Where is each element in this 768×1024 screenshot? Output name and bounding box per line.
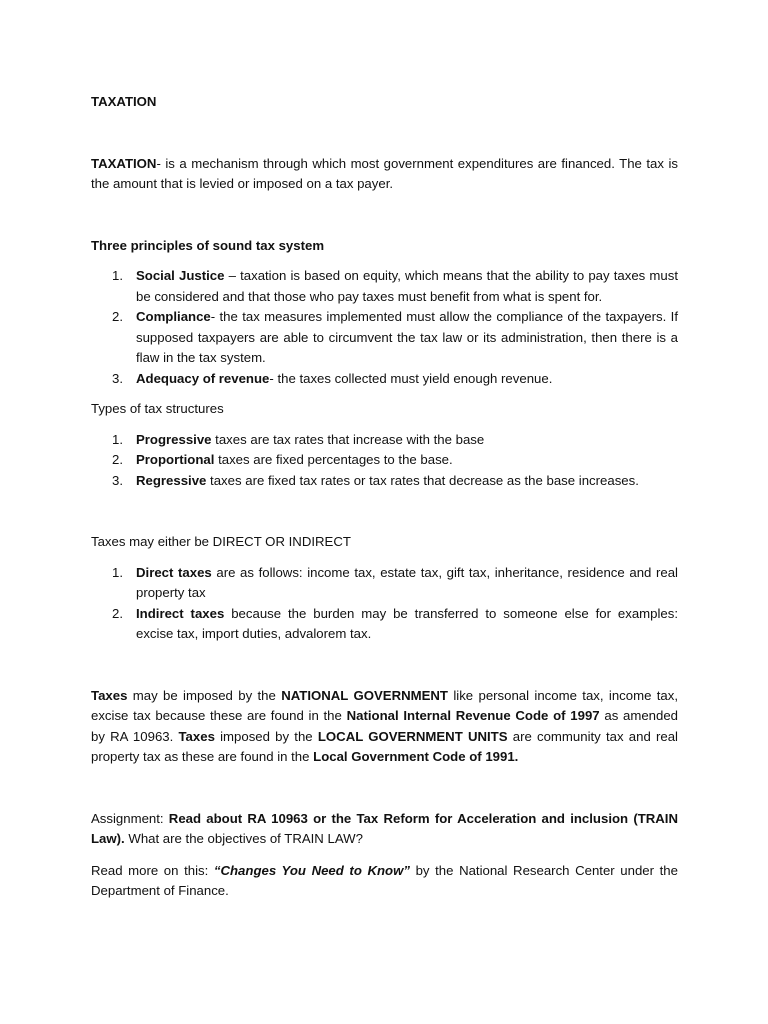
principle-text: – taxation is based on equity, which means that the ability to pay taxes must be considered and that those who pay taxes must benefit from what is spent for. xyxy=(136,268,678,304)
imposition-text: like personal income tax, income tax, excise tax because these are found in the xyxy=(91,687,679,723)
read-more-source: by the National Research Center under the Department of Finance. xyxy=(91,862,678,898)
list-number: 3. xyxy=(112,472,123,488)
list-item xyxy=(91,307,678,369)
imposition-text: Taxes xyxy=(178,728,215,744)
principles-list xyxy=(91,266,678,389)
imposition-text: Local Government Code of 1991. xyxy=(313,749,519,764)
list-number: 3. xyxy=(112,370,123,386)
structures-list xyxy=(91,430,678,492)
structure-term: Proportional xyxy=(136,452,215,467)
list-item xyxy=(91,450,678,471)
principle-text: - the taxes collected must yield enough revenue. xyxy=(269,370,553,386)
document-body xyxy=(91,92,678,902)
principle-term: Compliance xyxy=(136,309,211,324)
direct-indirect-heading: Taxes may either be DIRECT OR INDIRECT xyxy=(91,534,351,549)
tax-type-text: are as follows: income tax, estate tax, gift tax, inheritance, residence and real property tax xyxy=(136,564,678,600)
structure-text: taxes are fixed percentages to the base. xyxy=(214,452,453,467)
tax-type-term: Indirect taxes xyxy=(136,605,225,621)
list-item xyxy=(91,369,678,390)
imposition-text: LOCAL GOVERNMENT UNITS xyxy=(317,728,508,744)
structure-text: taxes are tax rates that increase with the base xyxy=(211,431,485,447)
assignment-label: Assignment: xyxy=(91,810,169,826)
structures-heading: Types of tax structures xyxy=(91,401,224,416)
read-more-paragraph xyxy=(91,861,678,902)
list-item xyxy=(91,604,678,645)
structure-text: taxes are fixed tax rates or tax rates that decrease as the base increases. xyxy=(206,472,639,488)
list-item xyxy=(91,563,678,604)
principle-term: Adequacy of revenue xyxy=(136,370,270,386)
imposition-text: NATIONAL GOVERNMENT xyxy=(281,687,448,703)
assignment-question: What are the objectives of TRAIN LAW? xyxy=(124,831,363,846)
direct-indirect-list xyxy=(91,563,678,645)
list-number: 1. xyxy=(112,431,123,447)
list-number: 1. xyxy=(112,268,123,283)
read-more-title: “Changes You Need to Know” xyxy=(213,862,410,878)
imposition-text: are community tax and real property tax as these are found in the xyxy=(91,728,678,764)
list-item xyxy=(91,266,678,307)
assignment-task: Read about RA 10963 or the Tax Reform for Acceleration and inclusion (TRAIN Law). xyxy=(91,810,678,846)
assignment-paragraph xyxy=(91,809,678,850)
definition-text: - is a mechanism through which most government expenditures are financed. The tax is the amount that is levied or imposed on a tax payer. xyxy=(91,155,678,191)
list-number: 2. xyxy=(112,605,123,621)
imposition-text: may be imposed by the xyxy=(127,687,282,703)
imposition-text: imposed by the xyxy=(214,728,318,744)
imposition-paragraph xyxy=(91,686,678,768)
tax-type-text: because the burden may be transferred to someone else for examples: excise tax, import duties, advalorem tax. xyxy=(136,605,679,641)
imposition-text: National Internal Revenue Code of 1997 xyxy=(346,708,600,723)
structure-term: Regressive xyxy=(136,472,207,488)
list-number: 2. xyxy=(112,452,123,467)
definition-paragraph xyxy=(91,154,678,195)
page-title: TAXATION xyxy=(91,94,157,109)
list-item xyxy=(91,430,678,451)
list-number: 2. xyxy=(112,309,123,324)
principle-text: - the tax measures implemented must allow the compliance of the taxpayers. If supposed taxpayers are able to circumvent the tax law or its administration, then there is a flaw in the tax system. xyxy=(136,309,678,365)
imposition-text: as amended by RA 10963. xyxy=(91,708,679,744)
read-more-label: Read more on this: xyxy=(91,862,214,878)
list-number: 1. xyxy=(112,564,123,580)
definition-term: TAXATION xyxy=(91,155,157,171)
principle-term: Social Justice xyxy=(136,268,225,283)
principles-heading: Three principles of sound tax system xyxy=(91,237,325,253)
tax-type-term: Direct taxes xyxy=(136,564,212,580)
list-item xyxy=(91,471,678,492)
imposition-text: Taxes xyxy=(91,687,128,703)
structure-term: Progressive xyxy=(136,431,212,447)
